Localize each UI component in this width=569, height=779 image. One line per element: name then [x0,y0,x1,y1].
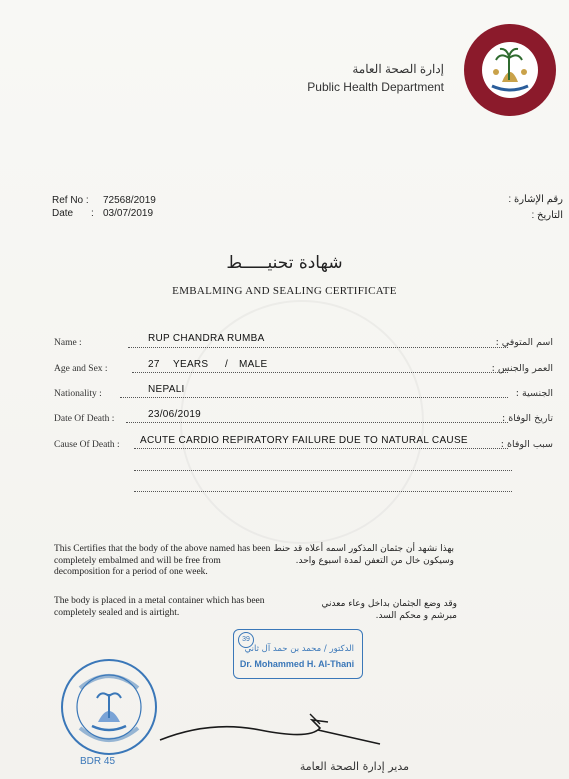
name-value: RUP CHANDRA RUMBA [148,333,265,344]
ref-label: Ref No : [52,195,89,206]
age-line [132,372,508,373]
date-colon: : [91,208,94,219]
name-line [128,347,508,348]
dod-line [126,422,508,423]
header-dept-ar: إدارة الصحة العامة [352,62,444,76]
stamp-number: 39 [238,632,254,648]
title-ar: شهادة تحنيـــــط [226,253,343,273]
age-separator: / [225,359,229,370]
nationality-line [120,397,508,398]
dod-value: 23/06/2019 [148,409,202,420]
signature [150,700,390,760]
seal-code: BDR 45 [80,756,116,767]
age-label-ar: العمر والجنس : [491,363,553,374]
ref-label-ar: رقم الإشارة : [508,194,563,205]
date-value: 03/07/2019 [103,208,154,219]
nationality-label: Nationality : [54,389,102,399]
cause-line-1 [134,448,508,449]
cause-label-ar: سبب الوفاة : [500,439,553,450]
cause-label: Cause Of Death : [54,440,120,450]
nationality-label-ar: الجنسية : [515,388,553,399]
name-label-ar: اسم المتوفي : [495,337,553,348]
date-label-ar: التاريخ : [531,210,563,221]
cause-line-3 [134,491,512,492]
nationality-value: NEPALI [148,384,185,395]
cause-line-2 [134,470,512,471]
stamp-line-ar: الدكتور / محمد بن حمد آل ثاني [244,644,354,654]
sealed-paragraph-en: The body is placed in a metal container which has been completely sealed and is airtight. [54,596,265,618]
certify-paragraph-en: This Certifies that the body of the above named has been completely embalmed and will be free from decomposition for a period of one week. [54,544,271,577]
age-value: 27 [148,359,160,370]
ministry-logo [462,22,558,118]
certify-paragraph-ar: بهذا نشهد أن جثمان المذكور اسمه أعلاه قد حنط وسيكون خال من التعفن لمدة اسبوع واحد. [273,544,454,566]
cause-value: ACUTE CARDIO REPIRATORY FAILURE DUE TO NATURAL CAUSE [140,435,468,446]
dod-label-ar: تاريخ الوفاة : [502,413,553,424]
stamp-line-en: Dr. Mohammed H. Al-Thani [239,659,355,669]
doctor-stamp [233,629,363,679]
sex-value: MALE [239,359,268,370]
official-seal [60,658,158,756]
title-en: EMBALMING AND SEALING CERTIFICATE [172,285,397,297]
ref-value: 72568/2019 [103,195,156,206]
dod-label: Date Of Death : [54,414,115,424]
date-label: Date [52,208,74,219]
age-label: Age and Sex : [54,364,108,374]
signatory-title-ar: مدير إدارة الصحة العامة [299,760,409,773]
sealed-paragraph-ar: وقد وضع الجثمان بداخل وعاء معدني مبرشم و محكم السد. [321,599,457,621]
header-dept-en: Public Health Department [307,80,444,94]
age-unit: YEARS [173,359,209,370]
name-label: Name : [54,338,82,348]
